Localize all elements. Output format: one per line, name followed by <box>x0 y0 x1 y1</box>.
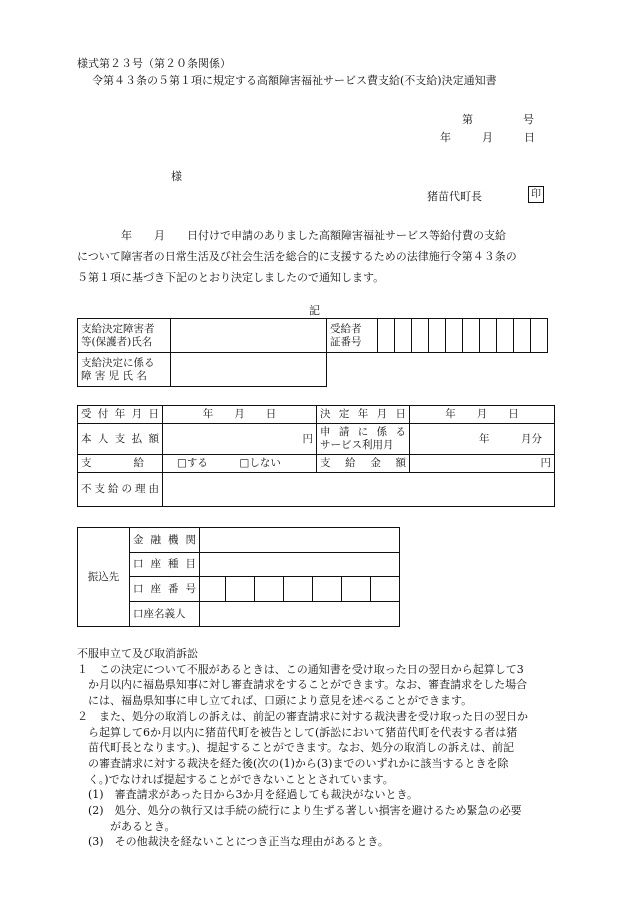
recipient-digit-cell[interactable] <box>395 319 412 353</box>
notes-line: １ この決定について不服があるときは、この通知書を受け取った日の翌日から起算して3 <box>77 662 524 676</box>
recipient-digit-cell[interactable] <box>378 319 395 353</box>
kiroku-heading: 記 <box>309 304 320 317</box>
supply-amount-label: 支給金額 <box>317 455 410 473</box>
document-title: 令第４３条の５第１項に規定する高額障害福祉サービス費支給(不支給)決定通知書 <box>92 74 497 87</box>
child-name-label: 支給決定に係る 障 害 児 氏 名 <box>78 353 171 387</box>
recipient-digit-cell[interactable] <box>497 319 514 353</box>
supply-options[interactable]: □する □しない <box>163 455 317 473</box>
date-month: 月 <box>482 131 493 144</box>
supply-label: 支 給 <box>78 455 163 473</box>
decision-table <box>77 405 555 507</box>
account-type-label: 口座種目 <box>130 553 200 577</box>
notes-line: (3) その他裁決を経ないことにつき正当な理由があるとき。 <box>77 835 389 849</box>
date-year: 年 <box>440 131 451 144</box>
recipient-number-label: 受給者 証番号 <box>327 319 378 353</box>
account-holder-label: 口座名義人 <box>130 602 200 627</box>
account-type-field[interactable] <box>200 553 400 577</box>
body-line: について障害者の日常生活及び社会生活を総合的に支援するための法律施行令第４３条の <box>77 250 517 263</box>
recipient-digit-cell[interactable] <box>480 319 497 353</box>
account-digit-cell[interactable] <box>255 577 284 602</box>
notes-line: (2) 処分、処分の執行又は手続の続行により生ずる著しい損害を避けるため緊急の必要 <box>77 804 522 818</box>
received-date-field[interactable]: 年 月 日 <box>163 406 317 424</box>
decision-date-label: 決定年月日 <box>317 406 410 424</box>
account-digit-cell[interactable] <box>342 577 371 602</box>
notes-line: には、福島県知事に申し立てれば、口頭により意見を述べることができます。 <box>77 694 473 708</box>
non-payment-reason-label: 不支給の理由 <box>78 473 163 507</box>
notes-heading: 不服申立て及び取消訴訟 <box>77 647 198 660</box>
account-digit-cell[interactable] <box>226 577 255 602</box>
child-name-field[interactable] <box>171 353 327 387</box>
notes-line: か月以内に福島県知事に対し審査請求をすることができます。なお、審査請求をした場合 <box>77 678 528 692</box>
date-day: 日 <box>524 131 535 144</box>
notes-line: ２ また、処分の取消しの訴えは、前記の審査請求に対する裁決書を受け取った日の翌日か <box>77 709 528 723</box>
account-holder-field[interactable] <box>200 602 400 627</box>
document-number-row <box>462 113 534 127</box>
form-number: 様式第２３号（第２０条関係） <box>77 57 231 70</box>
notes-line: 苗代町長となります。)、提起することができます。なお、処分の取消しの訴えは、前記 <box>77 741 515 755</box>
supply-amount-field[interactable]: 円 <box>410 455 555 473</box>
account-digit-cell[interactable] <box>371 577 400 602</box>
issuer-name: 猪苗代町長 <box>427 190 482 203</box>
payment-amount-label: 本人支払額 <box>78 424 163 455</box>
addressee-suffix: 様 <box>171 170 182 183</box>
non-payment-reason-field[interactable] <box>163 473 555 507</box>
payment-amount-field[interactable]: 円 <box>163 424 317 455</box>
account-digit-cell[interactable] <box>313 577 342 602</box>
bank-transfer-table <box>77 527 400 627</box>
seal-mark: 印 <box>528 186 544 203</box>
body-line: ５第１項に基づき下記のとおり決定しましたので通知します。 <box>77 271 385 284</box>
recipient-digit-cell[interactable] <box>531 319 548 353</box>
decision-date-field[interactable]: 年 月 日 <box>410 406 555 424</box>
bank-field[interactable] <box>200 528 400 553</box>
body-line: 年 月 日付けで申請のありました高額障害福祉サービス等給付費の支給 <box>77 229 506 242</box>
notes-line: (1) 審査請求があった日から3か月を経過しても裁決がないとき。 <box>77 788 419 802</box>
notes-line: く。)でなければ提起することができないこととされています。 <box>77 772 394 786</box>
applicant-table <box>77 318 548 387</box>
notes-line: があるとき。 <box>77 819 176 833</box>
notes-line: の審査請求に対する裁決を経た後(次の(1)から(3)までのいずれかに該当するときを除 <box>77 756 509 770</box>
number-prefix: 第 <box>462 113 473 126</box>
account-digit-cell[interactable] <box>284 577 313 602</box>
recipient-digit-cell[interactable] <box>446 319 463 353</box>
recipient-digit-cell[interactable] <box>429 319 446 353</box>
transfer-destination-label: 振込先 <box>78 528 130 627</box>
notes-line: ら起算して6か月以内に猪苗代町を被告として(訴訟において猪苗代町を代表する者は猪 <box>77 725 518 739</box>
number-suffix: 号 <box>523 113 534 126</box>
recipient-digit-cell[interactable] <box>463 319 480 353</box>
recipient-digit-cell[interactable] <box>412 319 429 353</box>
received-date-label: 受付年月日 <box>78 406 163 424</box>
document-date-row <box>440 131 535 145</box>
applicant-name-label: 支給決定障害者 等(保護者)氏名 <box>78 319 171 353</box>
service-month-label: 申請に係る サービス利用月 <box>317 424 410 455</box>
account-digit-cell[interactable] <box>200 577 226 602</box>
bank-label: 金融機関 <box>130 528 200 553</box>
service-month-field[interactable]: 年 月分 <box>410 424 555 455</box>
body-text <box>77 225 557 288</box>
account-number-label: 口座番号 <box>130 577 200 602</box>
applicant-name-field[interactable] <box>171 319 327 353</box>
recipient-digit-cell[interactable] <box>514 319 531 353</box>
appeal-notes <box>77 646 567 850</box>
